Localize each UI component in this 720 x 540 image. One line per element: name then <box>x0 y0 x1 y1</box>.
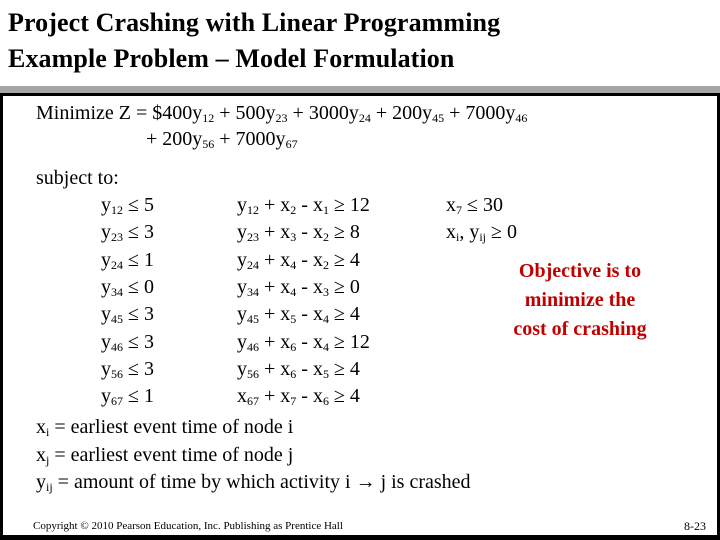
slide-border-left <box>0 96 3 540</box>
constraint-precedence: $y_{56} + x_6 - x_5 \ge 4$ <box>237 357 360 381</box>
objective-note-line: cost of crashing <box>513 318 647 340</box>
constraint-bound: $y_{24} \le 1$ <box>101 248 154 272</box>
objective-note-line: Objective is to <box>518 260 642 282</box>
definition-line: $x_j$ = earliest event time of node j <box>36 443 294 467</box>
constraint-bound: $y_{56} \le 3$ <box>101 357 154 381</box>
constraint-extra: $x_i$, $y_{ij} \ge 0$ <box>446 221 517 245</box>
title-line-1: Project Crashing with Linear Programming <box>8 8 501 37</box>
constraint-bound: $y_{23} \le 3$ <box>101 221 154 245</box>
definition-line: $x_i$ = earliest event time of node i <box>36 416 294 439</box>
slide-border-bottom <box>0 535 720 540</box>
objective-line-1: Minimize $Z = \$400y_{12} + 500y_{23} + 3000y_{24} + 200y_{45} + 7000y_{46}$ <box>36 102 528 125</box>
constraint-bound: $y_{12} \le 5$ <box>101 194 154 217</box>
constraint-bound: $y_{67} \le 1$ <box>101 385 154 409</box>
constraint-precedence: $x_{67} + x_7 - x_6 \ge 4$ <box>237 385 360 409</box>
constraint-bound: $y_{45} \le 3$ <box>101 303 154 327</box>
constraint-bound: $y_{46} \le 3$ <box>101 330 154 354</box>
title-line-2: Example Problem – Model Formulation <box>8 44 455 73</box>
constraint-precedence: $y_{45} + x_5 - x_4 \ge 4$ <box>237 303 360 327</box>
constraint-precedence: $y_{24} + x_4 - x_2 \ge 4$ <box>237 248 360 272</box>
subject-to-label: subject to: <box>36 167 119 189</box>
page-number: 8-23 <box>684 519 706 533</box>
constraint-precedence: $y_{46} + x_6 - x_4 \ge 12$ <box>237 330 370 354</box>
constraint-bound: $y_{34} \le 0$ <box>101 275 154 299</box>
constraint-precedence: $y_{34} + x_4 - x_3 \ge 0$ <box>237 275 360 299</box>
header-rule-gray <box>0 86 720 93</box>
constraint-extra: $x_7 \le 30$ <box>446 194 503 217</box>
objective-line-2: + $200y_{56} + 7000y_{67}$ <box>146 128 298 151</box>
header-rule-black <box>0 93 720 96</box>
constraint-precedence: $y_{12} + x_2 - x_1 \ge 12$ <box>237 194 370 217</box>
objective-note-line: minimize the <box>524 289 636 311</box>
title-header <box>0 0 720 86</box>
copyright-footer: Copyright © 2010 Pearson Education, Inc. Publishing as Prentice Hall <box>33 520 343 532</box>
objective-note <box>482 257 678 344</box>
definition-line: $y_{ij}$ = amount of time by which activity i → j is crashed <box>36 471 471 494</box>
constraint-precedence: $y_{23} + x_3 - x_2 \ge 8$ <box>237 221 360 245</box>
